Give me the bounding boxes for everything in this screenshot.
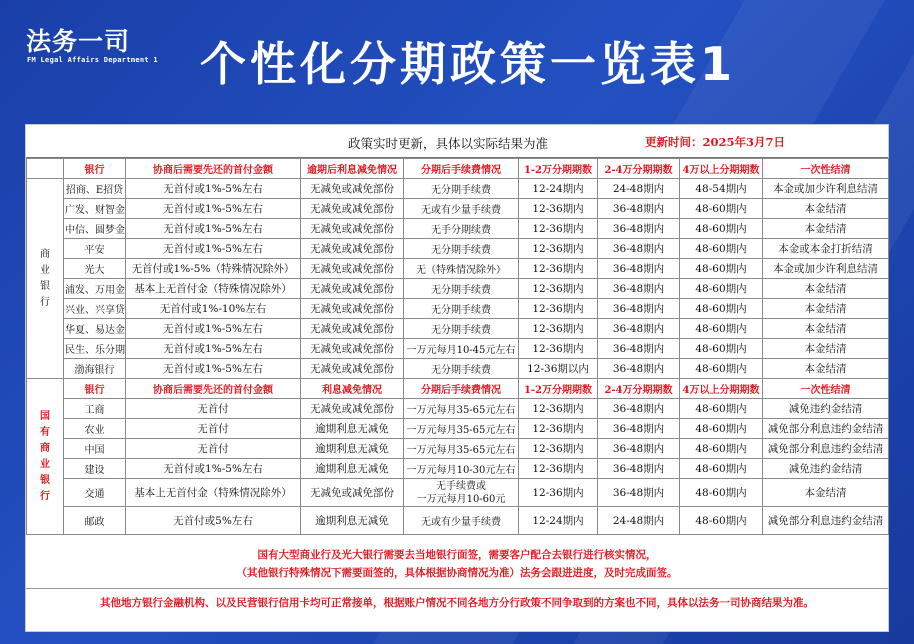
table-cell: 本金或加少许利息结清 — [763, 179, 889, 199]
bank-name: 建设 — [64, 459, 126, 479]
table-cell: 减免部分利息违约金结清 — [763, 507, 889, 535]
table-cell: 无减免或减免部份 — [301, 219, 404, 239]
table-cell: 本金结清 — [763, 219, 889, 239]
column-header: 一次性结清 — [763, 379, 889, 399]
table-cell: 无手分期续费 — [404, 219, 519, 239]
column-header: 4万以上分期期数 — [680, 159, 763, 179]
table-cell: 无减免或减免部份 — [301, 179, 404, 199]
table-cell: 无减免或减免部份 — [301, 199, 404, 219]
table-row — [27, 399, 889, 419]
table-cell: 无分期手续费 — [404, 319, 519, 339]
table-cell: 本金结清 — [763, 339, 889, 359]
table-cell: 24-48期内 — [598, 179, 680, 199]
table-cell: 无分期手续费 — [404, 299, 519, 319]
header — [0, 0, 914, 118]
table-header-row — [27, 379, 889, 399]
table-cell: 无减免或减免部份 — [301, 479, 404, 507]
table-cell: 12-36期内 — [519, 299, 598, 319]
table-cell: 基本上无首付金（特殊情况除外） — [126, 279, 301, 299]
table-cell: 12-36期内 — [519, 259, 598, 279]
table-cell: 一万元每月35-65元左右 — [404, 439, 519, 459]
policy-table-panel — [25, 124, 889, 632]
table-cell: 12-36期内 — [519, 279, 598, 299]
bank-name: 广发、财智金 — [64, 199, 126, 219]
column-header: 1-2万分期期数 — [519, 379, 598, 399]
table-cell: 48-60期内 — [680, 239, 763, 259]
table-cell: 36-48期内 — [598, 479, 680, 507]
page-title: 个性化分期政策一览表1 — [200, 37, 737, 91]
table-cell: 无首付或1%-5%左右 — [126, 239, 301, 259]
table-cell: 无首付或1%-10%左右 — [126, 299, 301, 319]
bank-name: 工商 — [64, 399, 126, 419]
table-cell: 本金或本金打折结清 — [763, 239, 889, 259]
table-cell: 无减免或减免部份 — [301, 359, 404, 379]
table-header-row — [27, 159, 889, 179]
table-cell: 无首付 — [126, 439, 301, 459]
table-cell: 逾期利息无减免 — [301, 419, 404, 439]
table-cell: 36-48期内 — [598, 359, 680, 379]
table-cell: 无减免或减免部份 — [301, 259, 404, 279]
policy-table — [26, 158, 889, 535]
column-header: 银行 — [64, 379, 126, 399]
table-row — [27, 359, 889, 379]
table-cell: 48-60期内 — [680, 299, 763, 319]
table-cell: 无减免或减免部份 — [301, 399, 404, 419]
table-cell: 36-48期内 — [598, 339, 680, 359]
notice-text: 政策实时更新，具体以实际结果为准 — [348, 136, 549, 151]
table-row — [27, 219, 889, 239]
header-spacer — [27, 159, 64, 179]
table-cell: 本金结清 — [763, 359, 889, 379]
table-cell: 12-36期内 — [519, 339, 598, 359]
column-header: 1-2万分期期数 — [519, 159, 598, 179]
table-row — [27, 259, 889, 279]
column-header: 银行 — [64, 159, 126, 179]
table-cell: 无首付或1%-5%（特殊情况除外） — [126, 259, 301, 279]
table-cell: 36-48期内 — [598, 259, 680, 279]
column-header: 逾期后利息减免情况 — [301, 159, 404, 179]
table-row — [27, 459, 889, 479]
table-row — [27, 279, 889, 299]
table-cell: 无首付或1%-5%左右 — [126, 219, 301, 239]
table-row — [27, 239, 889, 259]
table-cell: 12-24期内 — [519, 507, 598, 535]
table-cell: 12-36期内 — [519, 399, 598, 419]
table-row — [27, 439, 889, 459]
table-cell: 48-60期内 — [680, 359, 763, 379]
bank-name: 邮政 — [64, 507, 126, 535]
update-time: 更新时间：2025年3月7日 — [645, 135, 786, 149]
table-cell: 基本上无首付金（特殊情况除外） — [126, 479, 301, 507]
logo-title: 法务一司 — [26, 27, 131, 56]
table-cell: 无首付或1%-5%左右 — [126, 199, 301, 219]
table-cell: 48-60期内 — [680, 279, 763, 299]
table-cell: 无减免或减免部份 — [301, 299, 404, 319]
bank-name: 交通 — [64, 479, 126, 507]
table-row — [27, 507, 889, 535]
table-row — [27, 199, 889, 219]
table-cell: 本金结清 — [763, 199, 889, 219]
table-row — [27, 299, 889, 319]
column-header: 分期后手续费情况 — [404, 159, 519, 179]
bank-name: 光大 — [64, 259, 126, 279]
fee-line: 无手续费或 — [436, 480, 486, 492]
table-cell: 无减免或减免部份 — [301, 279, 404, 299]
table-cell: 本金结清 — [763, 299, 889, 319]
table-cell: 48-54期内 — [680, 179, 763, 199]
table-cell: 12-36期以内 — [519, 359, 598, 379]
table-cell: 48-60期内 — [680, 199, 763, 219]
table-cell: 48-60期内 — [680, 319, 763, 339]
table-cell: 36-48期内 — [598, 279, 680, 299]
bank-name: 浦发、万用金 — [64, 279, 126, 299]
bank-name: 华夏、易达金 — [64, 319, 126, 339]
table-cell: 减免违约金结清 — [763, 399, 889, 419]
table-cell: 无首付或5%左右 — [126, 507, 301, 535]
table-cell: 本金结清 — [763, 319, 889, 339]
table-cell: 36-48期内 — [598, 239, 680, 259]
table-cell: 36-48期内 — [598, 299, 680, 319]
logo-subtitle: FM Legal Affairs Department 1 — [27, 56, 158, 64]
table-cell: 无分期手续费 — [404, 359, 519, 379]
table-cell: 12-36期内 — [519, 479, 598, 507]
notice-row — [26, 125, 888, 158]
category-label: 商业银行 — [40, 248, 50, 308]
column-header: 协商后需要先还的首付金额 — [126, 159, 301, 179]
table-cell: 48-60期内 — [680, 459, 763, 479]
table-cell: 一万元每月10-45元左右 — [404, 339, 519, 359]
table-cell: 无或有少量手续费 — [404, 199, 519, 219]
column-header: 一次性结清 — [763, 159, 889, 179]
table-cell: 36-48期内 — [598, 319, 680, 339]
table-cell: 无首付 — [126, 419, 301, 439]
footer-line-1: 国有大型商业行及光大银行需要去当地银行面签，需要客户配合去银行进行核实情况， — [257, 549, 657, 561]
bank-name: 渤海银行 — [64, 359, 126, 379]
column-header: 协商后需要先还的首付金额 — [126, 379, 301, 399]
table-cell: 12-36期内 — [519, 239, 598, 259]
table-row — [27, 319, 889, 339]
table-cell: 12-24期内 — [519, 179, 598, 199]
table-cell: 无分期手续费 — [404, 279, 519, 299]
table-cell: 48-60期内 — [680, 339, 763, 359]
table-cell: 无首付或1%-5%左右 — [126, 339, 301, 359]
table-row — [27, 339, 889, 359]
table-cell: 逾期利息无减免 — [301, 459, 404, 479]
bank-name: 中国 — [64, 439, 126, 459]
column-header: 2-4万分期期数 — [598, 159, 680, 179]
table-cell: 48-60期内 — [680, 419, 763, 439]
table-cell: 12-36期内 — [519, 199, 598, 219]
table-cell: 36-48期内 — [598, 199, 680, 219]
table-cell: 逾期利息无减免 — [301, 507, 404, 535]
table-cell: 12-36期内 — [519, 219, 598, 239]
table-cell: 48-60期内 — [680, 219, 763, 239]
fee-cell — [404, 479, 519, 507]
table-cell: 无或有少量手续费 — [404, 507, 519, 535]
table-cell: 36-48期内 — [598, 399, 680, 419]
table-cell: 24-48期内 — [598, 507, 680, 535]
table-cell: 无首付或1%-5%左右 — [126, 359, 301, 379]
table-cell: 本金结清 — [763, 479, 889, 507]
table-cell: 一万元每月35-65元左右 — [404, 419, 519, 439]
table-cell: 48-60期内 — [680, 439, 763, 459]
table-cell: 本金或加少许利息结清 — [763, 259, 889, 279]
table-cell: 48-60期内 — [680, 399, 763, 419]
column-header: 4万以上分期期数 — [680, 379, 763, 399]
table-cell: 无分期手续费 — [404, 239, 519, 259]
table-row — [27, 179, 889, 199]
table-cell: 无（特殊情况除外） — [404, 259, 519, 279]
table-cell: 减免部分利息违约金结清 — [763, 419, 889, 439]
table-cell: 无首付或1%-5%左右 — [126, 179, 301, 199]
table-row — [27, 479, 889, 507]
footer-line-3: 其他地方银行金融机构、以及民营银行信用卡均可正常接单，根据账户情况不同各地方分行政策不同争取到的方案也不同，具体以法务一司协商结果为准。 — [100, 597, 814, 609]
table-cell: 一万元每月35-65元左右 — [404, 399, 519, 419]
table-cell: 无减免或减免部份 — [301, 239, 404, 259]
category-state — [27, 379, 64, 535]
bank-name: 农业 — [64, 419, 126, 439]
table-cell: 12-36期内 — [519, 459, 598, 479]
bank-name: 中信、圆梦金 — [64, 219, 126, 239]
table-cell: 无分期手续费 — [404, 179, 519, 199]
bank-name: 兴业、兴享贷 — [64, 299, 126, 319]
column-header: 利息减免情况 — [301, 379, 404, 399]
table-row — [27, 419, 889, 439]
category-commercial — [27, 179, 64, 379]
table-cell: 逾期利息无减免 — [301, 439, 404, 459]
table-cell: 36-48期内 — [598, 219, 680, 239]
footer-note — [26, 541, 888, 589]
bank-name: 平安 — [64, 239, 126, 259]
column-header: 分期后手续费情况 — [404, 379, 519, 399]
fee-line: 一万元每月10-60元 — [416, 493, 506, 505]
table-cell: 无减免或减免部份 — [301, 319, 404, 339]
table-cell: 36-48期内 — [598, 419, 680, 439]
category-label: 国有商业银行 — [40, 410, 50, 502]
table-cell: 48-60期内 — [680, 507, 763, 535]
table-cell: 12-36期内 — [519, 319, 598, 339]
table-cell: 本金结清 — [763, 279, 889, 299]
bank-name: 招商、E招贷 — [64, 179, 126, 199]
table-cell: 48-60期内 — [680, 479, 763, 507]
table-cell: 36-48期内 — [598, 439, 680, 459]
table-cell: 减免部分利息违约金结清 — [763, 439, 889, 459]
table-cell: 无减免或减免部份 — [301, 339, 404, 359]
table-cell: 无首付或1%-5%左右 — [126, 459, 301, 479]
table-cell: 36-48期内 — [598, 459, 680, 479]
table-cell: 无首付 — [126, 399, 301, 419]
column-header: 2-4万分期期数 — [598, 379, 680, 399]
footer-line-2: （其他银行特殊情况下需要面签的，具体根据协商情况为准）法务会跟进进度，及时完成面签。 — [236, 567, 678, 579]
table-cell: 无首付或1%-5%左右 — [126, 319, 301, 339]
table-cell: 减免违约金结清 — [763, 459, 889, 479]
table-cell: 一万元每月10-30元左右 — [404, 459, 519, 479]
table-cell: 12-36期内 — [519, 419, 598, 439]
table-cell: 48-60期内 — [680, 259, 763, 279]
table-cell: 12-36期内 — [519, 439, 598, 459]
bank-name: 民生、乐分期 — [64, 339, 126, 359]
